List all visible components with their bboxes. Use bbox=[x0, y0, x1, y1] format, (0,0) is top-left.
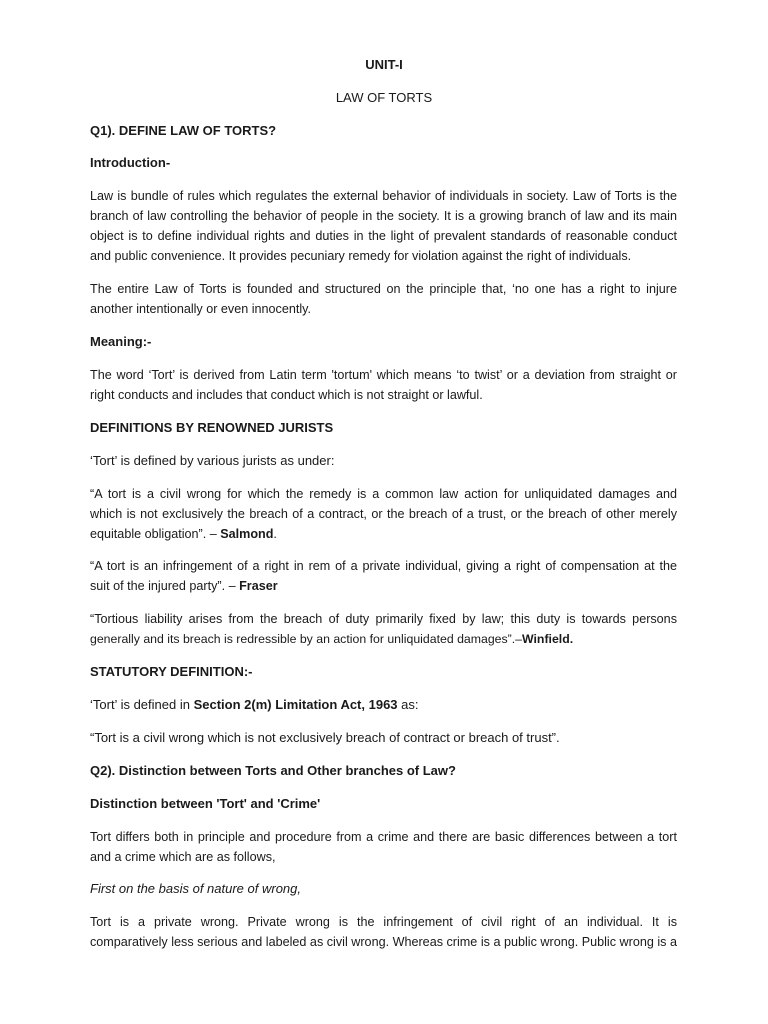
statutory-post: as: bbox=[397, 697, 419, 712]
salmond-line-2: which is not exclusively the breach of a contract, or the breach of a trust, or the breach of other merely bbox=[90, 507, 677, 521]
question-1-heading: Q1). DEFINE LAW OF TORTS? bbox=[90, 123, 277, 138]
statutory-line bbox=[90, 695, 677, 715]
meaning-line-2: right conducts and includes that conduct which is not straight or lawful. bbox=[90, 388, 483, 402]
meaning-line-1: The word ‘Tort’ is derived from Latin term 'tortum' which means ‘to twist’ or a deviation from straight or bbox=[90, 368, 677, 382]
jurists-intro: ‘Tort’ is defined by various jurists as under: bbox=[90, 453, 335, 468]
salmond-line-1: “A tort is a civil wrong for which the remedy is a common law action for unliquidated damages and bbox=[90, 487, 677, 501]
statutory-quote: “Tort is a civil wrong which is not exclusively breach of contract or breach of trust”. bbox=[90, 730, 560, 745]
winfield-line-1: “Tortious liability arises from the breach of duty primarily fixed by law; this duty is towards persons bbox=[90, 612, 677, 626]
salmond-text: equitable obligation”. – bbox=[90, 527, 221, 541]
principle-line-1: The entire Law of Torts is founded and structured on the principle that, ‘no one has a right to injure bbox=[90, 282, 677, 296]
statutory-reference: Section 2(m) Limitation Act, 1963 bbox=[193, 697, 398, 712]
intro-line-4: and public convenience. It provides pecuniary remedy for violation against the right of individuals. bbox=[90, 249, 632, 263]
introduction-heading: Introduction- bbox=[90, 155, 171, 170]
winfield-author: Winfield. bbox=[522, 632, 574, 646]
private-wrong-line-1: Tort is a private wrong. Private wrong is the infringement of civil right of an individual. It is bbox=[90, 915, 677, 929]
fraser-author: Fraser bbox=[239, 579, 278, 593]
salmond-line-3 bbox=[90, 524, 677, 544]
private-wrong-line-2: comparatively less serious and labeled as civil wrong. Whereas crime is a public wrong. Public wrong is a bbox=[90, 935, 677, 949]
document-title: LAW OF TORTS bbox=[335, 90, 433, 105]
intro-line-1: Law is bundle of rules which regulates the external behavior of individuals in society. Law of Torts is the bbox=[90, 189, 677, 203]
distinction-line-2: and a crime which are as follows, bbox=[90, 850, 276, 864]
winfield-line-2 bbox=[90, 629, 677, 649]
fraser-line-2 bbox=[90, 576, 677, 596]
intro-line-2: branch of law controlling the behavior of people in the society. It is a growing branch of law and its main bbox=[90, 209, 677, 223]
winfield-text: generally and its breach is redressible by an action for unliquidated damages”.– bbox=[90, 632, 523, 646]
salmond-author: Salmond bbox=[220, 527, 274, 541]
basis-heading: First on the basis of nature of wrong, bbox=[90, 881, 301, 896]
statutory-heading: STATUTORY DEFINITION:- bbox=[90, 664, 253, 679]
salmond-end: . bbox=[273, 527, 277, 541]
jurists-heading: DEFINITIONS BY RENOWNED JURISTS bbox=[90, 420, 334, 435]
question-2-heading: Q2). Distinction between Torts and Other branches of Law? bbox=[90, 763, 456, 778]
unit-heading: UNIT-I bbox=[365, 57, 403, 72]
principle-line-2: another intentionally or even innocently. bbox=[90, 302, 311, 316]
fraser-line-1: “A tort is an infringement of a right in rem of a private individual, giving a right of compensation at the bbox=[90, 559, 677, 573]
fraser-text: suit of the injured party”. – bbox=[90, 579, 240, 593]
meaning-heading: Meaning:- bbox=[90, 334, 152, 349]
distinction-line-1: Tort differs both in principle and procedure from a crime and there are basic differences between a tort bbox=[90, 830, 677, 844]
statutory-pre: ‘Tort’ is defined in bbox=[90, 697, 194, 712]
distinction-heading: Distinction between 'Tort' and 'Crime' bbox=[90, 796, 321, 811]
intro-line-3: object is to define individual rights and duties in the light of prevalent standards of reasonable conduct bbox=[90, 229, 677, 243]
